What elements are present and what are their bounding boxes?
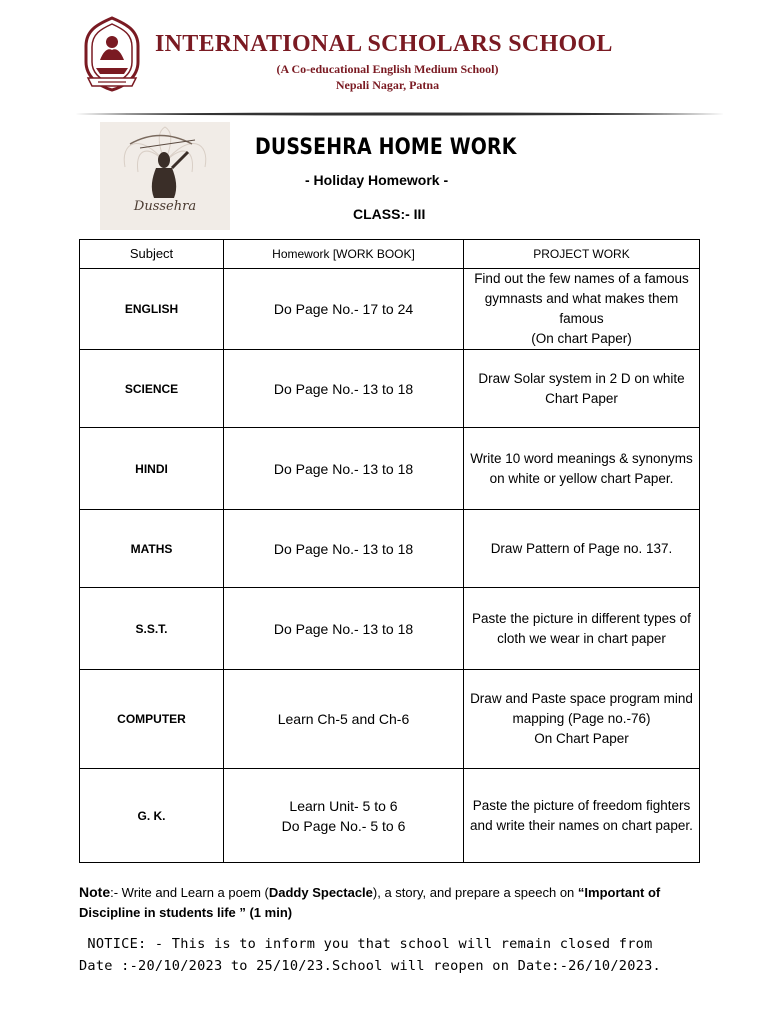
school-subtitle: (A Co-educational English Medium School) (276, 62, 499, 76)
header-homework: Homework [WORK BOOK] (224, 240, 464, 269)
subject-cell: HINDI (80, 428, 224, 510)
table-row (80, 428, 700, 510)
homework-cell: Do Page No.- 13 to 18 (224, 510, 464, 588)
notice-line: Date :-20/10/2023 to 25/10/23.School will reopen on Date:-26/10/2023. (79, 958, 661, 974)
homework-cell: Do Page No.- 13 to 18 (224, 428, 464, 510)
notice-line: NOTICE: - This is to inform you that school will remain closed from (79, 936, 653, 952)
project-cell: Paste the picture of freedom fighters and write their names on chart paper. (464, 769, 700, 863)
table-row (80, 510, 700, 588)
note-text: ), a story, and prepare a speech on (372, 885, 578, 900)
homework-table (79, 239, 700, 863)
class-label: CLASS:- III (353, 206, 426, 222)
project-cell: Draw Pattern of Page no. 137. (464, 510, 700, 588)
table-header-row (80, 240, 700, 269)
subject-cell: SCIENCE (80, 350, 224, 428)
subject-cell: ENGLISH (80, 269, 224, 350)
project-cell: Draw Solar system in 2 D on white Chart Paper (464, 350, 700, 428)
header-project: PROJECT WORK (464, 240, 700, 269)
dussehra-script-text: Dussehra (133, 199, 197, 214)
dussehra-illustration (100, 122, 230, 230)
notice-text (79, 933, 719, 977)
table-row (80, 269, 700, 350)
note-text: :- Write and Learn a poem ( (110, 885, 269, 900)
page-subtitle: - Holiday Homework - (305, 172, 449, 188)
project-cell: Write 10 word meanings & synonyms on white or yellow chart Paper. (464, 428, 700, 510)
project-cell: Draw and Paste space program mind mapping (Page no.-76) On Chart Paper (464, 670, 700, 769)
page-title: DUSSEHRA HOME WORK (255, 135, 517, 160)
homework-cell: Do Page No.- 13 to 18 (224, 350, 464, 428)
homework-cell: Do Page No.- 13 to 18 (224, 588, 464, 670)
homework-cell: Learn Ch-5 and Ch-6 (224, 670, 464, 769)
project-cell: Find out the few names of a famous gymnasts and what makes them famous (On chart Paper) (464, 269, 700, 350)
school-crest-icon (80, 16, 144, 92)
project-cell: Paste the picture in different types of cloth we wear in chart paper (464, 588, 700, 670)
note-paragraph (79, 882, 719, 923)
header-divider (75, 104, 725, 110)
note-poem: Daddy Spectacle (268, 885, 373, 900)
subject-cell: MATHS (80, 510, 224, 588)
table-row (80, 769, 700, 863)
header-subject: Subject (80, 240, 224, 269)
table-row (80, 588, 700, 670)
school-location: Nepali Nagar, Patna (335, 78, 440, 92)
table-row (80, 350, 700, 428)
subject-cell: G. K. (80, 769, 224, 863)
subject-cell: S.S.T. (80, 588, 224, 670)
homework-cell: Do Page No.- 17 to 24 (224, 269, 464, 350)
note-label: Note (79, 884, 111, 900)
note-topic: “Important of Discipline in students life ” (1 min) (79, 885, 661, 920)
subject-cell: COMPUTER (80, 670, 224, 769)
school-name: INTERNATIONAL SCHOLARS SCHOOL (155, 31, 613, 57)
homework-cell: Learn Unit- 5 to 6 Do Page No.- 5 to 6 (224, 769, 464, 863)
table-row (80, 670, 700, 769)
